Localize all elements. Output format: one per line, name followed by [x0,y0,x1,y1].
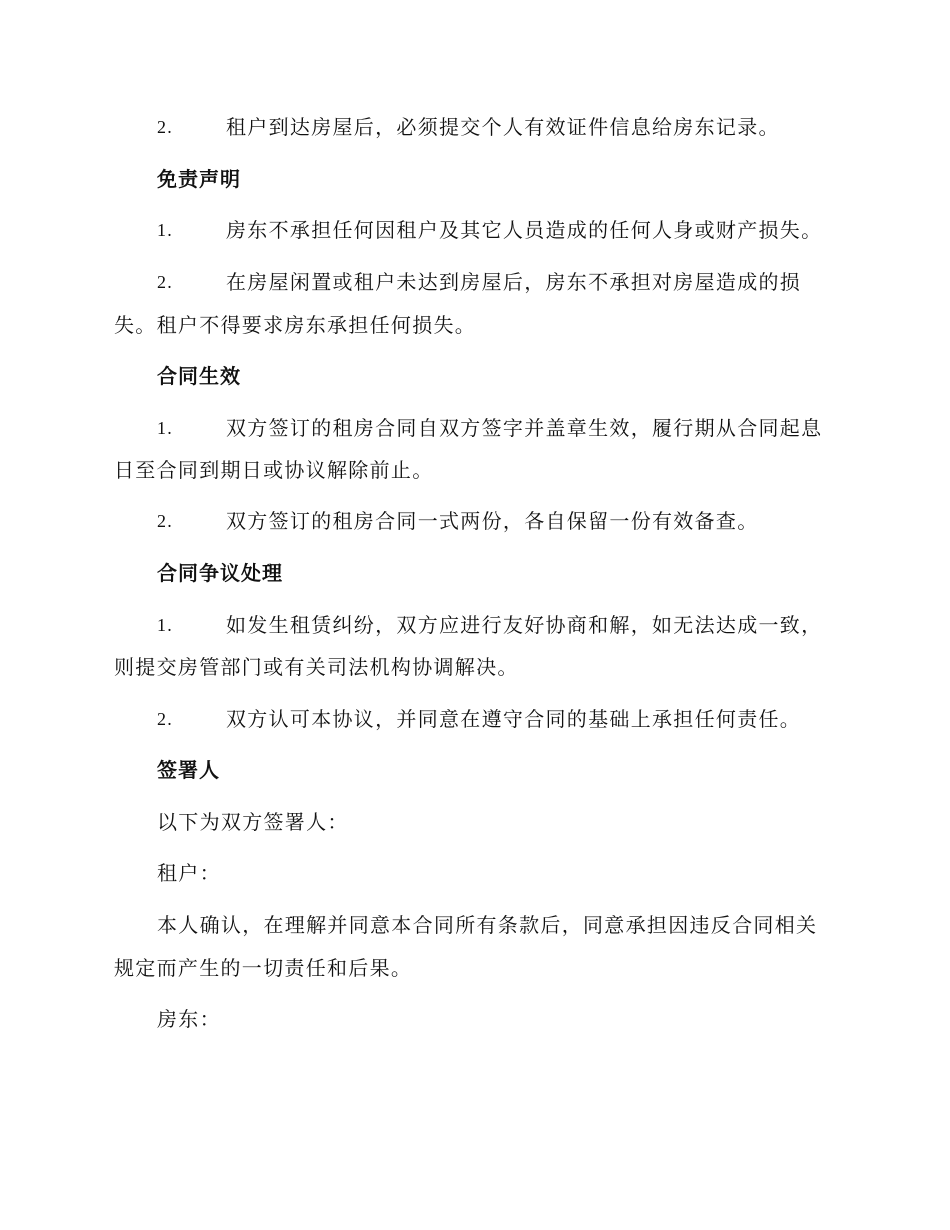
item-number: 2. [157,117,174,137]
item-text: 双方签订的租房合同一式两份，各自保留一份有效备查。 [226,509,759,533]
item-text: 双方认可本协议，并同意在遵守合同的基础上承担任何责任。 [226,707,802,731]
paragraph-text: 本人确认，在理解并同意本合同所有条款后，同意承担因违反合同相关 [157,913,818,937]
item-number: 2. [157,511,174,531]
item-text-continuation: 失。租户不得要求房东承担任何损失。 [114,313,477,337]
item-text-continuation: 日至合同到期日或协议解除前止。 [114,458,434,482]
section-heading: 免责声明 [157,167,241,191]
paragraph-text-continuation: 规定而产生的一切责任和后果。 [114,956,413,980]
item-number: 1. [157,220,174,240]
item-number: 1. [157,615,174,635]
item-text: 如发生租赁纠纷，双方应进行友好协商和解，如无法达成一致， [226,613,823,637]
tenant-label: 租户： [157,861,221,885]
item-number: 2. [157,272,174,292]
paragraph-text: 以下为双方签署人： [157,810,349,834]
item-text-continuation: 则提交房管部门或有关司法机构协调解决。 [114,655,519,679]
landlord-label: 房东： [157,1007,221,1031]
section-heading: 签署人 [157,758,220,782]
item-number: 1. [157,418,174,438]
item-text: 在房屋闲置或租户未达到房屋后，房东不承担对房屋造成的损 [226,270,802,294]
item-number: 2. [157,709,174,729]
item-text: 房东不承担任何因租户及其它人员造成的任何人身或财产损失。 [226,218,823,242]
item-text: 租户到达房屋后，必须提交个人有效证件信息给房东记录。 [226,115,780,139]
section-heading: 合同争议处理 [157,561,283,585]
item-text: 双方签订的租房合同自双方签字并盖章生效，履行期从合同起息 [226,416,823,440]
section-heading: 合同生效 [157,364,241,388]
